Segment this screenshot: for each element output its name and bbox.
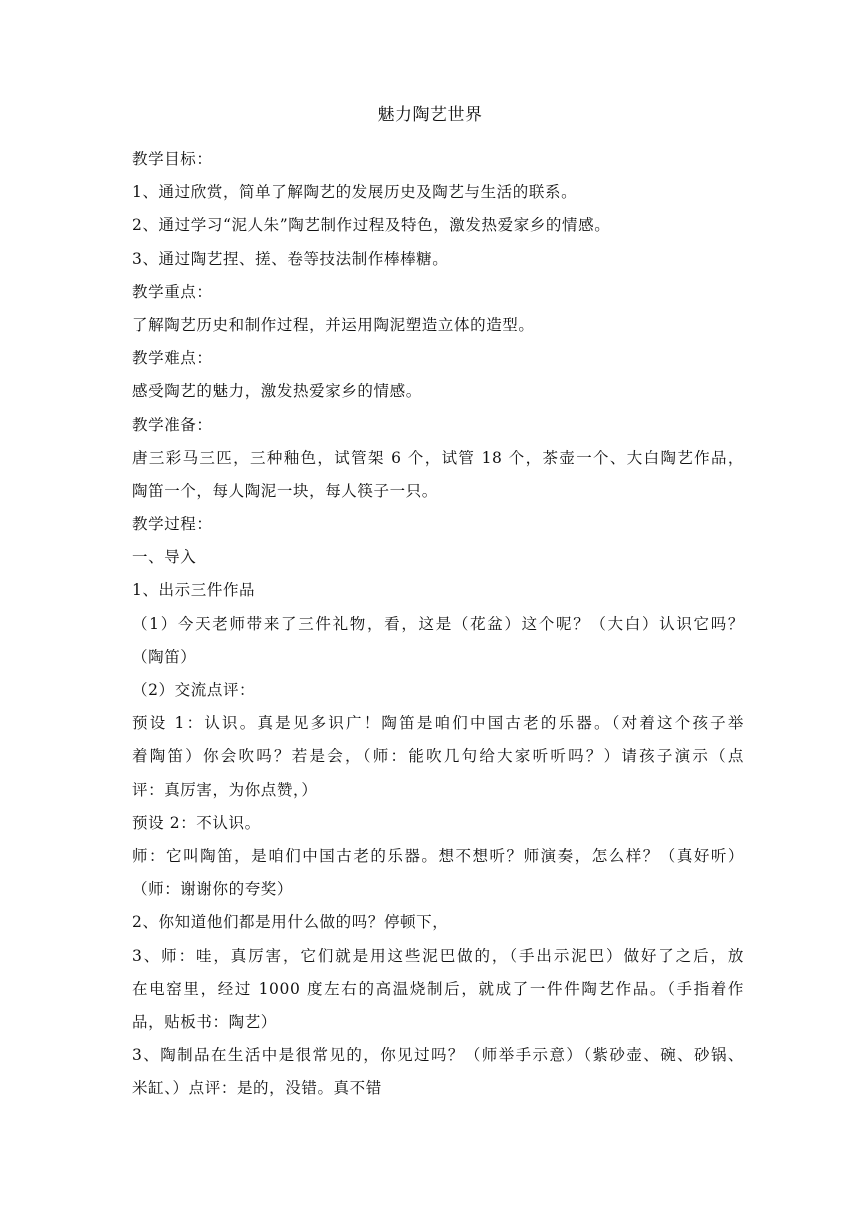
paragraph-line: 陶笛一个，每人陶泥一块，每人筷子一只。 bbox=[132, 481, 438, 500]
document-body bbox=[132, 143, 744, 1105]
paragraph-line: （陶笛） bbox=[132, 647, 197, 666]
paragraph-line: 品，贴板书：陶艺） bbox=[132, 1012, 277, 1031]
paragraph-line: 一、导入 bbox=[132, 548, 197, 567]
paragraph-line: 预设 1：认识。真是见多识广！陶笛是咱们中国古老的乐器。（对着这个孩子举 bbox=[132, 714, 744, 733]
paragraph-line: 2、你知道他们都是用什么做的吗？停顿下， bbox=[132, 913, 449, 932]
paragraph-line: 3、师：哇，真厉害，它们就是用这些泥巴做的，（手出示泥巴）做好了之后，放 bbox=[132, 946, 744, 965]
paragraph-line: （2）交流点评： bbox=[132, 681, 256, 699]
paragraph-line: 评：真厉害，为你点赞，） bbox=[132, 780, 318, 799]
paragraph-line: 在电窑里，经过 1000 度左右的高温烧制后，就成了一件件陶艺作品。（手指着作 bbox=[132, 979, 744, 998]
paragraph-line: 了解陶艺历史和制作过程，并运用陶泥塑造立体的造型。 bbox=[132, 315, 535, 334]
paragraph-line: 3、通过陶艺捏、搓、卷等技法制作棒棒糖。 bbox=[132, 249, 449, 268]
paragraph-line: 师：它叫陶笛，是咱们中国古老的乐器。想不想听？师演奏，怎么样？（真好听） bbox=[132, 846, 744, 865]
section-heading-key-points: 教学重点： bbox=[132, 282, 213, 301]
paragraph-line: 预设 2：不认识。 bbox=[132, 813, 261, 832]
section-heading-difficulties: 教学难点： bbox=[132, 349, 213, 368]
paragraph-line: 3、陶制品在生活中是很常见的，你见过吗？（师举手示意）（紫砂壶、碗、砂锅、 bbox=[132, 1046, 744, 1065]
paragraph-line: 着陶笛）你会吹吗？若是会，（师：能吹几句给大家听听吗？）请孩子演示（点 bbox=[132, 747, 744, 766]
paragraph-line: （1）今天老师带来了三件礼物，看，这是（花盆）这个呢？（大白）认识它吗？ bbox=[132, 614, 744, 633]
section-heading-process: 教学过程： bbox=[132, 515, 213, 534]
paragraph-line: 米缸、）点评：是的，没错。真不错 bbox=[132, 1079, 382, 1098]
paragraph-line: 1、出示三件作品 bbox=[132, 581, 256, 600]
document-title: 魅力陶艺世界 bbox=[377, 105, 483, 125]
section-heading-preparation: 教学准备： bbox=[132, 415, 213, 434]
paragraph-line: （师：谢谢你的夸奖） bbox=[132, 880, 294, 899]
paragraph-line: 唐三彩马三匹，三种釉色，试管架 6 个，试管 18 个，茶壶一个、大白陶艺作品， bbox=[132, 448, 744, 467]
paragraph-line: 感受陶艺的魅力，激发热爱家乡的情感。 bbox=[132, 382, 422, 401]
section-heading-objectives: 教学目标： bbox=[132, 150, 213, 168]
paragraph-line: 1、通过欣赏，简单了解陶艺的发展历史及陶艺与生活的联系。 bbox=[132, 183, 578, 202]
paragraph-line: 2、通过学习“泥人朱”陶艺制作过程及特色，激发热爱家乡的情感。 bbox=[132, 216, 611, 235]
